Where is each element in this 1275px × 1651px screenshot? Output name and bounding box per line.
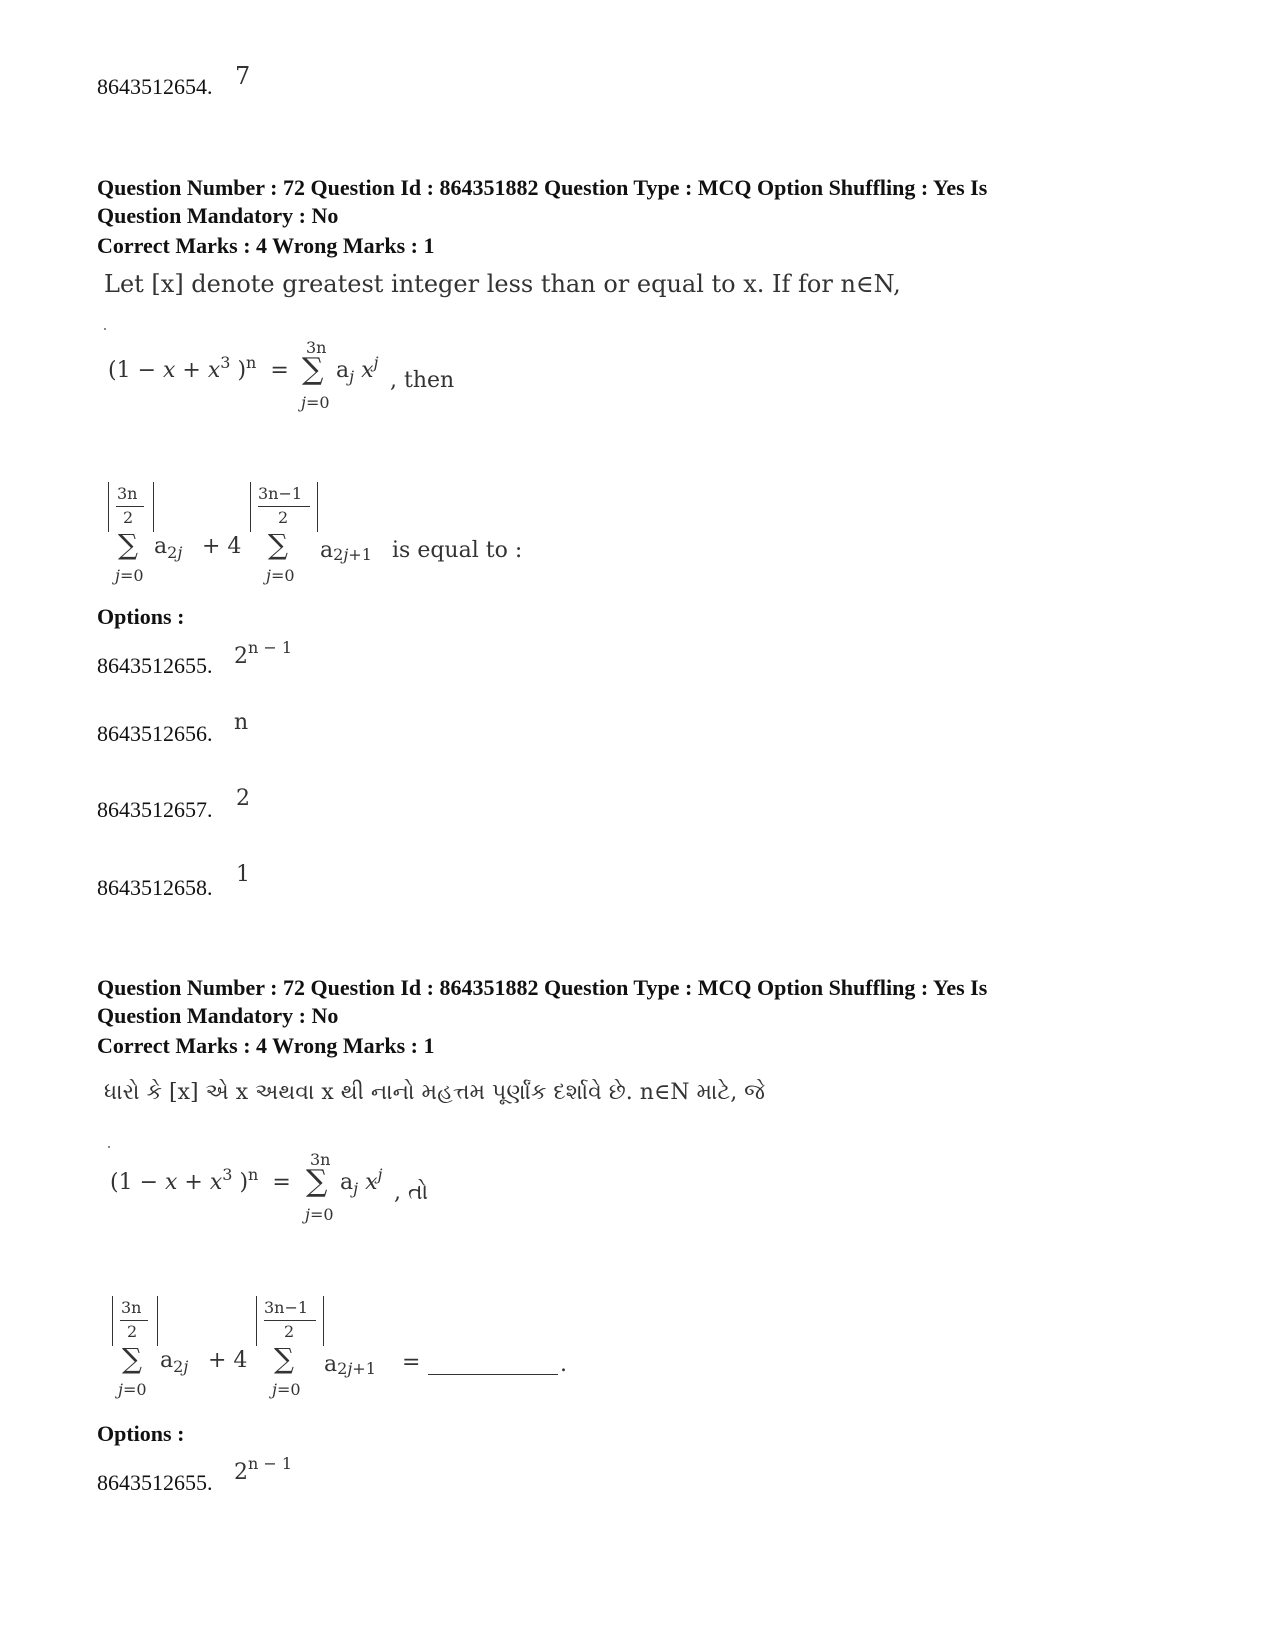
sum-expression: 3n 2 ∑ $a_{2j}$ j=0 + 4 3n−1 2 ∑ j=0 a2j+1 is equal to : [108,478,628,593]
options-label: Options : [97,604,185,629]
option-value: 2 [236,786,250,811]
sum-expression: 3n 2 ∑ $a_{2j}$ + 4 j=0 3n−1 2 ∑ j=0 a2j+1 = . [112,1292,632,1407]
option-number: 8643512658. [97,875,213,900]
scan-dot [104,328,106,330]
option-number: 8643512655. [97,1470,213,1495]
expansion-equation: ($1 - x + x^3$ )$^n$ = 3n ∑ $a_j$ $x^j$ j=0 , then [108,338,455,412]
answer-blank [428,1374,558,1375]
equation-suffix: = [402,1350,421,1375]
expansion-equation: ($1 - x + x^3$ )$^n$ = 3n ∑ $a_j$ $x^j$ j=0 , તો [110,1150,429,1224]
option-value: 1 [236,862,250,887]
options-label: Options : [97,1421,185,1446]
question-header [97,174,1217,230]
option-value: $2^{n - 1}$ [234,1454,293,1485]
question-marks: Correct Marks : 4 Wrong Marks : 1 [97,233,435,258]
question-stem: ધારો કે [x] એ x અથવા x થી નાનો મહત્તમ પૂર્ણાંક દર્શાવે છે. n∈N માટે, જે [104,1080,765,1105]
question-header-line1: Question Number : 72 Question Id : 864351882 Question Type : MCQ Option Shuffling : Yes Is [97,975,988,1000]
equation-suffix: is equal to : [392,538,523,563]
question-header-line2: Question Mandatory : No [97,1003,339,1028]
option-number: 8643512654. [97,74,213,99]
option-value: 7 [235,62,251,90]
equation-connector: , then [390,368,455,393]
option-value: $2^{n - 1}$ [234,638,293,669]
question-header-line1: Question Number : 72 Question Id : 864351882 Question Type : MCQ Option Shuffling : Yes Is [97,175,988,200]
question-stem: Let [x] denote greatest integer less than or equal to x. If for n∈N, [104,270,901,298]
question-marks: Correct Marks : 4 Wrong Marks : 1 [97,1033,435,1058]
scan-dot [108,1146,110,1148]
question-header-line2: Question Mandatory : No [97,203,339,228]
option-number: 8643512656. [97,721,213,746]
option-value: n [234,710,249,735]
option-number: 8643512655. [97,653,213,678]
equation-connector: , તો [394,1180,429,1205]
question-header [97,974,1217,1030]
option-number: 8643512657. [97,797,213,822]
